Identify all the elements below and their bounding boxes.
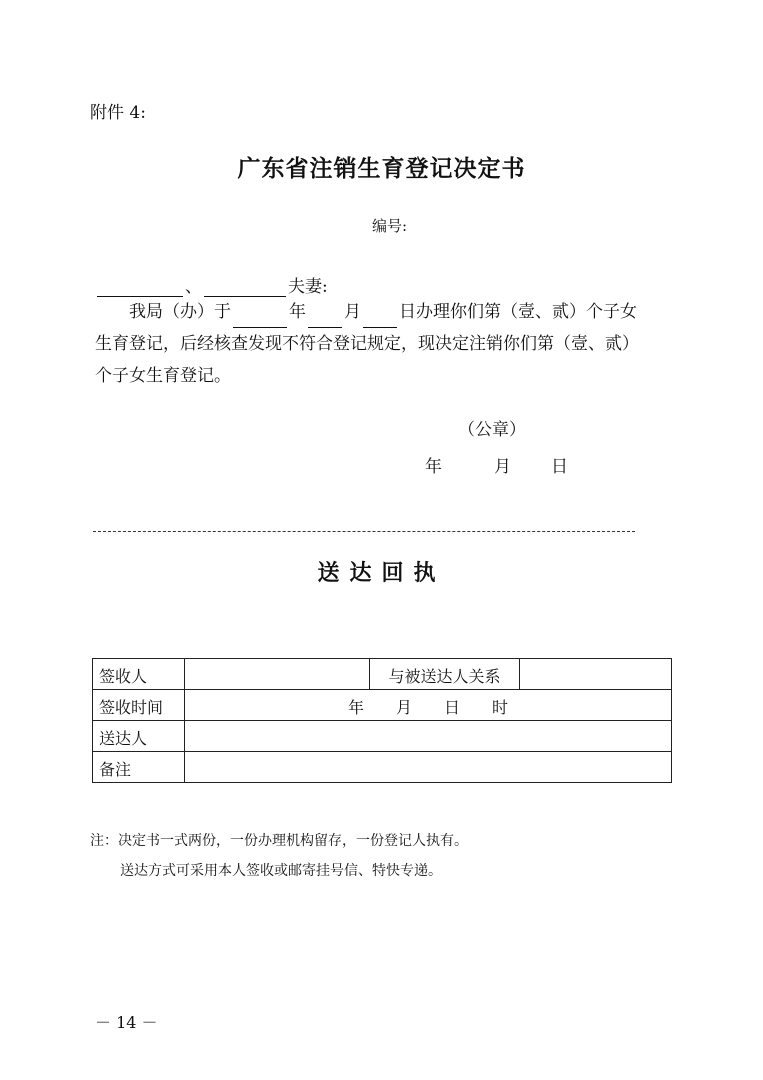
remark-field[interactable] [185, 752, 671, 782]
table-row-sign-time [93, 689, 671, 720]
signer-label: 签收人 [93, 659, 185, 689]
relation-label: 与被送达人关系 [370, 659, 520, 689]
issue-date [425, 452, 568, 477]
body-text-a: 我局（办）于 [129, 302, 231, 322]
table-row-remark [93, 751, 671, 782]
body-text-b: 日办理你们第（壹、贰）个子女 [399, 302, 637, 322]
deliverer-label: 送达人 [93, 721, 185, 751]
year-blank [233, 310, 287, 328]
signer-field[interactable] [185, 659, 370, 689]
body-line-2: 生育登记，后经核查发现不符合登记规定，现决定注销你们第（壹、贰） [95, 334, 639, 354]
name-blank-1 [97, 279, 183, 297]
name-separator: 、 [185, 277, 202, 297]
official-seal-label: （公章） [458, 420, 526, 440]
table-row-deliverer [93, 720, 671, 751]
page-number: － 14 － [95, 1013, 158, 1032]
table-row-signer [93, 659, 671, 689]
date-month: 月 [494, 457, 511, 477]
receipt-title: 送达回执 [317, 560, 446, 586]
month-blank [308, 310, 342, 328]
addressee-suffix: 夫妻: [288, 277, 328, 297]
receipt-table [92, 658, 672, 783]
attachment-label: 附件 4: [90, 103, 146, 123]
addressee-line [95, 272, 328, 297]
day-blank [363, 310, 397, 328]
body-year: 年 [289, 302, 306, 322]
name-blank-2 [204, 279, 286, 297]
deliverer-field[interactable] [185, 721, 671, 751]
body-line-1 [95, 296, 670, 328]
sign-time-label: 签收时间 [93, 690, 185, 720]
note-line-1: 注：决定书一式两份，一份办理机构留存，一份登记人执有。 [90, 833, 468, 849]
relation-field[interactable] [520, 659, 671, 689]
document-number-label: 编号: [372, 217, 408, 235]
date-day: 日 [551, 457, 568, 477]
date-year: 年 [425, 457, 442, 477]
body-line-3: 个子女生育登记。 [95, 366, 231, 386]
sign-time-field[interactable]: 年 月 日 时 [347, 698, 508, 717]
decision-body [95, 296, 670, 392]
remark-label: 备注 [93, 752, 185, 782]
body-month: 月 [344, 302, 361, 322]
document-title: 广东省注销生育登记决定书 [237, 155, 526, 182]
cut-line-divider [93, 531, 635, 532]
note-line-2: 送达方式可采用本人签收或邮寄挂号信、特快专递。 [120, 863, 442, 879]
